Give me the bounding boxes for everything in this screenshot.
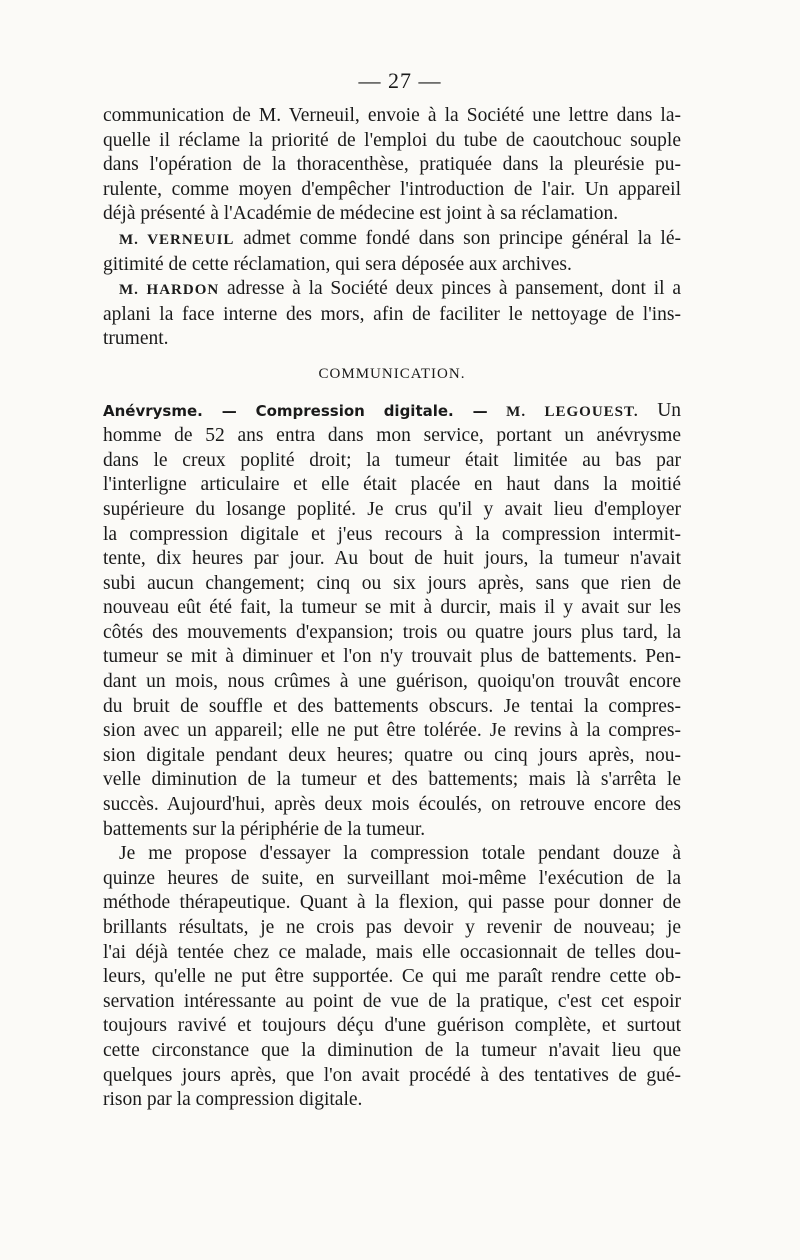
text-line: gitimité de cette réclamation, qui sera déposée aux archives. [103, 253, 572, 275]
text-line: nouveau eût été fait, la tumeur se mit à durcir, mais il y avait sur les [103, 597, 681, 619]
paragraph-verneuil-response [103, 227, 681, 277]
text-line: communication de M. Verneuil, envoie à la Société une lettre dans la- [103, 105, 681, 126]
text-line: homme de 52 ans entra dans mon service, portant un anévrysme [103, 425, 681, 447]
text-line: tente, dix heures par jour. Au bout de huit jours, la tumeur n'avait [103, 548, 681, 570]
text-line: du bruit de souffle et des battements obscurs. Je tentai la compres- [103, 695, 681, 717]
text-line: quelques jours après, que l'on avait procédé à des tentatives de gué- [103, 1064, 681, 1086]
speaker-name: M. LEGOUEST. [506, 403, 639, 420]
text-line: dans l'opération de la thoracenthèse, pratiquée dans la pleurésie pu- [103, 154, 681, 176]
text-line: tumeur se mit à diminuer et l'on n'y trouvait plus de battements. Pen- [103, 646, 681, 668]
text-line: dant un mois, nous crûmes à une guérison, quoiqu'on trouvât encore [103, 671, 681, 693]
text-line: toujours ravivé et toujours déçu d'une guérison complète, et surtout [103, 1015, 681, 1037]
text-line: leurs, qu'elle ne put être supportée. Ce qui me paraît rendre cette ob- [103, 966, 681, 988]
text-line: méthode thérapeutique. Quant à la flexion, qui passe pour donner de [103, 892, 681, 914]
text-line: rison par la compression digitale. [103, 1089, 363, 1111]
text-line: subi aucun changement; cinq ou six jours après, sans que rien de [103, 572, 681, 594]
text-line: sion digitale pendant deux heures; quatre ou cinq jours après, nou- [103, 744, 681, 766]
text-line: sion avec un appareil; elle ne put être tolérée. Je revins à la compres- [103, 720, 681, 742]
text-line: M. HARDON adresse à la Société deux pinces à pansement, dont il a [119, 278, 682, 300]
text-line: quelle il réclame la priorité de l'emploi du tube de caoutchouc souple [103, 129, 681, 151]
page-body [103, 104, 681, 1113]
text-line: succès. Aujourd'hui, après deux mois écoulés, on retrouve encore des [103, 794, 681, 816]
text-line: trument. [103, 328, 169, 350]
paragraph-legouest-case [103, 399, 681, 843]
text-line: M. VERNEUIL admet comme fondé dans son principe général la lé- [119, 227, 681, 249]
text-line: quinze heures de suite, en surveillant moi-même l'exécution de la [103, 867, 681, 889]
text-line: côtés des mouvements d'expansion; trois ou quatre jours plus tard, la [103, 621, 681, 643]
section-heading: COMMUNICATION. [318, 365, 466, 382]
text-line: cette circonstance que la diminution de la tumeur n'avait lieu que [103, 1039, 681, 1061]
page-number: — 27 — [358, 68, 442, 93]
text-line: velle diminution de la tumeur et des battements; mais là s'arrêta le [103, 769, 681, 791]
speaker-name: M. HARDON [119, 282, 220, 299]
text-line: brillants résultats, je ne crois pas devoir y revenir de nouveau; je [103, 917, 681, 938]
text-line: aplani la face interne des mors, afin de faciliter le nettoyage de l'ins- [103, 303, 681, 325]
text-line: servation intéressante au point de vue de la pratique, c'est cet espoir [103, 990, 681, 1012]
text-line: Je me propose d'essayer la compression totale pendant douze à [119, 843, 681, 865]
paragraph-hardon [103, 277, 681, 352]
text-line: rulente, comme moyen d'empêcher l'introduction de l'air. Un appareil [103, 178, 681, 200]
section-rubric: Anévrysme. — Compression digitale. — [103, 401, 488, 420]
paragraph-legouest-plan [103, 842, 681, 1113]
text-line: battements sur la périphérie de la tumeur. [103, 818, 426, 840]
paragraph-verneuil-letter [103, 104, 681, 227]
text-line: dans le creux poplité droit; la tumeur était limitée au bas par [103, 449, 681, 471]
text-line: la compression digitale et j'eus recours à la compression intermit- [103, 523, 681, 545]
text-line: Anévrysme. — Compression digitale. — M. LEGOUEST. Un [103, 399, 682, 421]
text-line: l'ai déjà tentée chez ce malade, mais elle occasionnait de telles dou- [103, 941, 681, 963]
text-line: l'interligne articulaire et elle était placée en haut dans la moitié [103, 474, 681, 496]
text-line: supérieure du losange poplité. Je crus qu'il y avait lieu d'employer [103, 498, 681, 520]
speaker-name: M. VERNEUIL [119, 231, 235, 248]
text-line: déjà présenté à l'Académie de médecine est joint à sa réclamation. [103, 203, 619, 225]
